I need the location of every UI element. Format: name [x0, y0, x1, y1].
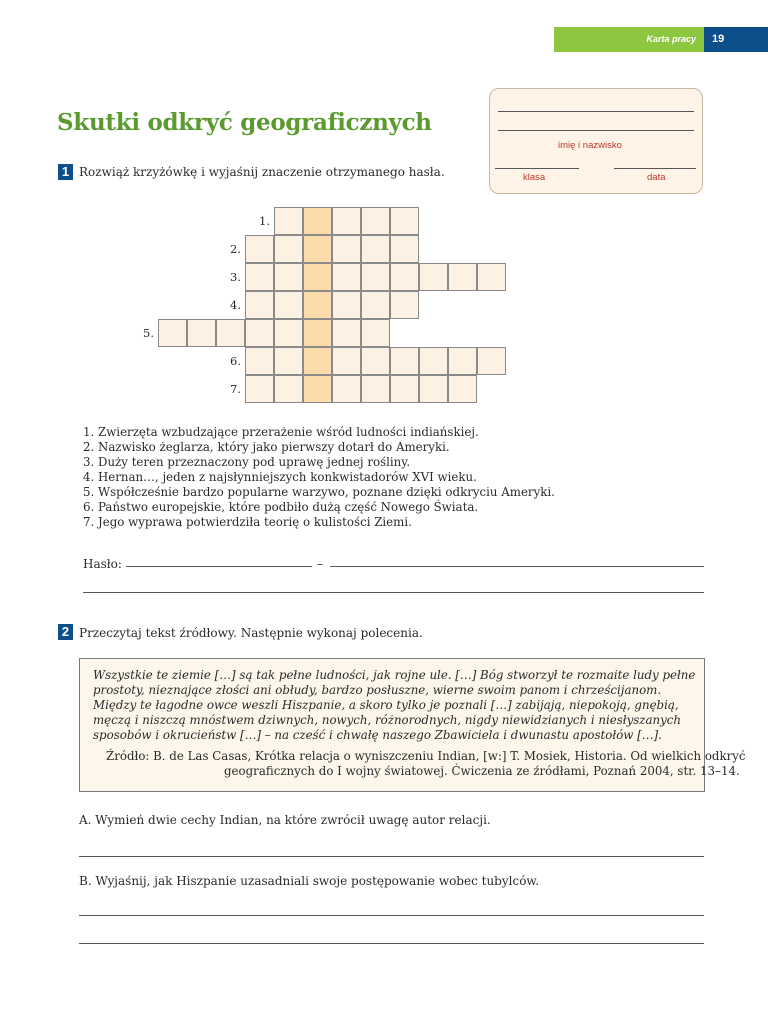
crossword-cell[interactable] — [332, 263, 361, 291]
crossword-grid — [0, 0, 768, 400]
crossword-cell[interactable] — [419, 375, 448, 403]
answer-line-meaning[interactable] — [330, 566, 704, 567]
answer-label: Hasło: — [83, 557, 122, 571]
crossword-cell[interactable] — [390, 375, 419, 403]
crossword-row-number: 4. — [230, 298, 241, 312]
crossword-key-cell[interactable] — [303, 291, 332, 319]
crossword-cell[interactable] — [361, 263, 390, 291]
clue-3: 3. Duży teren przeznaczony pod uprawę jednej rośliny. — [83, 455, 411, 469]
page-number: 19 — [712, 33, 725, 45]
crossword-cell[interactable] — [245, 263, 274, 291]
crossword-row-number: 2. — [230, 242, 241, 256]
crossword-cell[interactable] — [332, 375, 361, 403]
question-a: A. Wymień dwie cechy Indian, na które zwrócił uwagę autor relacji. — [79, 813, 491, 827]
source-line-3: Między te łagodne owce weszli Hiszpanie, a skoro tylko je poznali […] zabijają, niepokoją, gnębią, — [93, 698, 679, 712]
section-label: Karta pracy — [646, 34, 696, 44]
crossword-row-number: 1. — [259, 214, 270, 228]
task-2-instruction: Przeczytaj tekst źródłowy. Następnie wykonaj polecenia. — [79, 626, 423, 640]
source-line-4: męczą i niszczą mnóstwem dziwnych, nowych, różnorodnych, nigdy niewidzianych i niesłyszanych — [93, 713, 682, 727]
crossword-key-cell[interactable] — [303, 319, 332, 347]
crossword-cell[interactable] — [274, 235, 303, 263]
source-text-box — [79, 658, 746, 792]
crossword-cell[interactable] — [332, 235, 361, 263]
crossword-cell[interactable] — [274, 207, 303, 235]
clue-4: 4. Hernan…, jeden z najsłynniejszych konkwistadorów XVI wieku. — [83, 470, 477, 484]
crossword-cell[interactable] — [187, 319, 216, 347]
clue-7: 7. Jego wyprawa potwierdziła teorię o kulistości Ziemi. — [83, 515, 412, 529]
task-1-instruction: Rozwiąż krzyżówkę i wyjaśnij znaczenie otrzymanego hasła. — [79, 165, 445, 179]
crossword-cell[interactable] — [274, 263, 303, 291]
date-label: data — [647, 172, 666, 183]
crossword-cell[interactable] — [274, 375, 303, 403]
crossword-cell[interactable] — [245, 291, 274, 319]
crossword-key-cell[interactable] — [303, 375, 332, 403]
crossword-cell[interactable] — [361, 319, 390, 347]
answer-a-line[interactable] — [79, 856, 704, 857]
crossword-cell[interactable] — [390, 207, 419, 235]
crossword-cell[interactable] — [477, 347, 506, 375]
clue-6: 6. Państwo europejskie, które podbiło dużą część Nowego Świata. — [83, 500, 479, 514]
answer-line-word[interactable] — [126, 566, 312, 567]
source-line-2: prostoty, nieznające złości ani obłudy, bardzo posłuszne, wierne swoim panom i chrześcijanom. — [93, 683, 662, 697]
crossword-cell[interactable] — [477, 263, 506, 291]
crossword-cell[interactable] — [216, 319, 245, 347]
source-line-1: Wszystkie te ziemie […] są tak pełne ludności, jak rojne ule. […] Bóg stworzył te rozmaite ludy pełne — [93, 668, 696, 682]
crossword-cell[interactable] — [448, 375, 477, 403]
crossword-cell[interactable] — [390, 263, 419, 291]
crossword-cell[interactable] — [448, 347, 477, 375]
source-line-5: sposobów i okrucieństw […] – na cześć i chwałę naszego Zbawiciela i dwunastu apostołów […]. — [93, 728, 662, 742]
answer-line-meaning-2[interactable] — [83, 592, 704, 593]
crossword-cell[interactable] — [245, 235, 274, 263]
crossword-row-number: 5. — [143, 326, 154, 340]
answer-b-line-2[interactable] — [79, 943, 704, 944]
crossword-cell[interactable] — [245, 375, 274, 403]
source-citation-1: Źródło: B. de Las Casas, Krótka relacja o wyniszczeniu Indian, [w:] T. Mosiek, Historia. Od wielkich odkryć — [106, 749, 746, 763]
page-title: Skutki odkryć geograficznych — [57, 109, 432, 136]
answer-dash: – — [317, 557, 323, 571]
crossword-cell[interactable] — [332, 291, 361, 319]
crossword-key-cell[interactable] — [303, 347, 332, 375]
crossword-cell[interactable] — [332, 347, 361, 375]
crossword-cell[interactable] — [274, 319, 303, 347]
question-b: B. Wyjaśnij, jak Hiszpanie uzasadniali swoje postępowanie wobec tubylców. — [79, 874, 540, 888]
task-2-number: 2 — [58, 624, 73, 640]
crossword-cell[interactable] — [448, 263, 477, 291]
crossword-cell[interactable] — [361, 235, 390, 263]
task-1-number: 1 — [58, 164, 73, 180]
crossword-key-cell[interactable] — [303, 207, 332, 235]
crossword-cell[interactable] — [419, 263, 448, 291]
crossword-cell[interactable] — [390, 235, 419, 263]
class-label: klasa — [523, 172, 546, 183]
name-label: imię i nazwisko — [558, 140, 622, 151]
crossword-cell[interactable] — [361, 347, 390, 375]
crossword-row-number: 6. — [230, 354, 241, 368]
crossword-row-number: 7. — [230, 382, 241, 396]
crossword-cell[interactable] — [274, 291, 303, 319]
crossword-cell[interactable] — [419, 347, 448, 375]
source-citation-2: geograficznych do I wojny światowej. Ćwiczenia ze źródłami, Poznań 2004, str. 13–14. — [224, 764, 740, 778]
crossword-key-cell[interactable] — [303, 263, 332, 291]
crossword-key-cell[interactable] — [303, 235, 332, 263]
crossword-cell[interactable] — [245, 347, 274, 375]
crossword-cell[interactable] — [361, 291, 390, 319]
crossword-cell[interactable] — [390, 291, 419, 319]
crossword-cell[interactable] — [332, 207, 361, 235]
crossword-row-number: 3. — [230, 270, 241, 284]
clue-2: 2. Nazwisko żeglarza, który jako pierwszy dotarł do Ameryki. — [83, 440, 450, 454]
crossword-cell[interactable] — [274, 347, 303, 375]
crossword-cell[interactable] — [361, 375, 390, 403]
crossword-cell[interactable] — [361, 207, 390, 235]
clue-1: 1. Zwierzęta wzbudzające przerażenie wśród ludności indiańskiej. — [83, 425, 479, 439]
answer-b-line-1[interactable] — [79, 915, 704, 916]
crossword-cell[interactable] — [158, 319, 187, 347]
crossword-cell[interactable] — [245, 319, 274, 347]
crossword-clues — [83, 425, 555, 530]
crossword-cell[interactable] — [332, 319, 361, 347]
crossword-cell[interactable] — [390, 347, 419, 375]
clue-5: 5. Współcześnie bardzo popularne warzywo, poznane dzięki odkryciu Ameryki. — [83, 485, 555, 499]
